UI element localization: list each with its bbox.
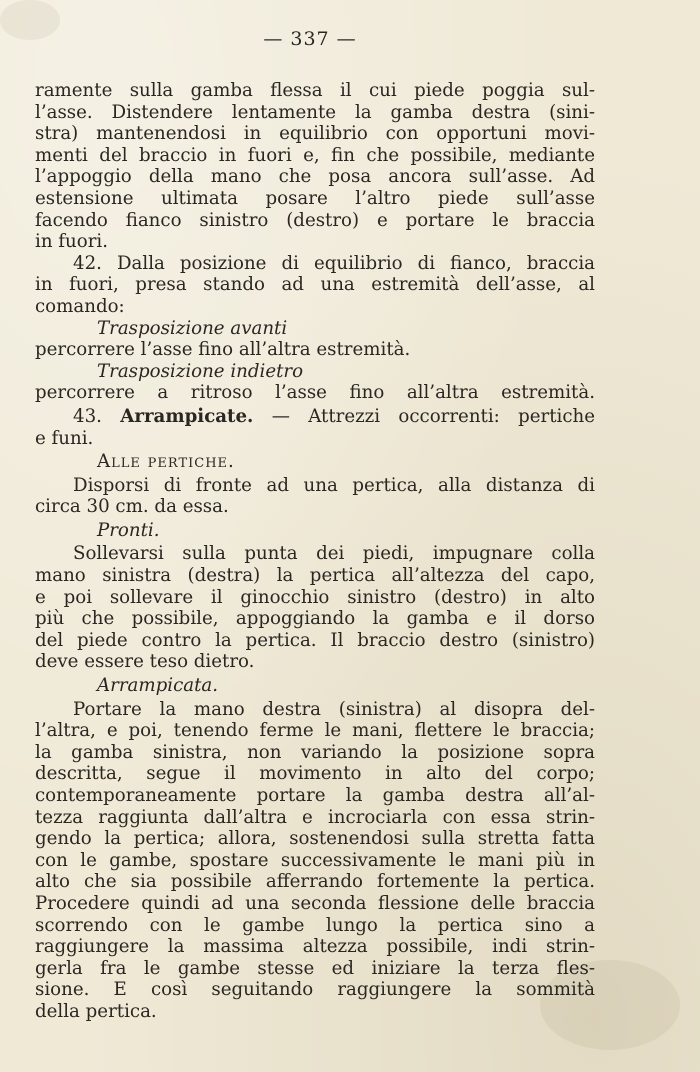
- text-line: alto che sia possibile afferrando fortemente la pertica.: [35, 871, 595, 893]
- text-line: facendo fianco sinistro (destro) e portare le braccia: [35, 209, 595, 231]
- text-line: scorrendo con le gambe lungo la pertica sino a: [35, 914, 595, 936]
- text-fragment: — Attrezzi occorrenti: pertiche: [271, 405, 595, 427]
- text-line: percorrere l’asse fino all’altra estremità.: [35, 339, 411, 361]
- section-heading-italic: Trasposizione avanti: [97, 317, 288, 339]
- text-line: gerla fra le gambe stesse ed iniziare la terza fles-: [35, 957, 595, 979]
- text-line: l’altra, e poi, tenendo ferme le mani, flettere le braccia;: [35, 720, 595, 742]
- section-number: 43.: [73, 405, 102, 427]
- text-line: stra) mantenendosi in equilibrio con opportuni movi-: [35, 123, 595, 145]
- text-line: circa 30 cm. da essa.: [35, 496, 229, 518]
- text-line: e poi sollevare il ginocchio sinistro (destro) in alto: [35, 586, 595, 608]
- text-line: del piede contro la pertica. Il braccio destro (sinistro): [35, 629, 595, 651]
- text-line: l’appoggio della mano che posa ancora sull’asse. Ad: [35, 166, 595, 188]
- text-line: estensione ultimata posare l’altro piede sull’asse: [35, 187, 595, 209]
- text-line: comando:: [35, 295, 125, 317]
- section-heading-italic: Trasposizione indietro: [97, 360, 304, 382]
- text-line: contemporaneamente portare la gamba destra all’al-: [35, 785, 595, 806]
- text-line: 42. Dalla posizione di equilibrio di fianco, braccia: [73, 252, 595, 274]
- text-line: più che possibile, appoggiando la gamba e il dorso: [35, 608, 595, 630]
- book-page: [35, 28, 595, 1023]
- text-line: percorrere a ritroso l’asse fino all’altra estremità.: [35, 382, 595, 404]
- text-line: deve essere teso dietro.: [35, 651, 255, 673]
- text-line: mano sinistra (destra) la pertica all’altezza del capo,: [35, 565, 595, 587]
- numbered-heading-line: [35, 406, 595, 428]
- text-line: la gamba sinistra, non variando la posizione sopra: [35, 741, 595, 763]
- page-body: [35, 80, 595, 1023]
- text-line: con le gambe, spostare successivamente le mani più in: [35, 849, 595, 871]
- text-line: ramente sulla gamba flessa il cui piede poggia sul-: [35, 80, 595, 101]
- text-line: l’asse. Distendere lentamente la gamba destra (sini-: [35, 101, 595, 123]
- text-line: gendo la pertica; allora, sostenendosi sulla stretta fatta: [35, 828, 595, 850]
- text-line: tezza raggiunta dall’altra e incrociarla con essa strin-: [35, 806, 595, 828]
- command-heading: Pronti.: [97, 519, 160, 541]
- subsection-heading: Alle pertiche.: [97, 451, 235, 473]
- text-line: Portare la mano destra (sinistra) al disopra del-: [73, 698, 595, 720]
- text-line: descritta, segue il movimento in alto del corpo;: [35, 763, 595, 785]
- text-line: in fuori, presa stando ad una estremità dell’asse, al: [35, 274, 595, 296]
- text-line: Procedere quindi ad una seconda flessione delle braccia: [35, 892, 595, 914]
- text-line: raggiungere la massima altezza possibile, indi strin-: [35, 936, 595, 958]
- text-line: e funi.: [35, 427, 94, 449]
- text-line: Sollevarsi sulla punta dei piedi, impugnare colla: [73, 543, 595, 565]
- text-line: in fuori.: [35, 231, 108, 253]
- text-line: Disporsi di fronte ad una pertica, alla distanza di: [73, 474, 595, 496]
- text-line: menti del braccio in fuori e, fin che possibile, mediante: [35, 144, 595, 166]
- text-line: della pertica.: [35, 1000, 157, 1022]
- text-line: sione. E così seguitando raggiungere la sommità: [35, 979, 595, 1001]
- page-number: — 337 —: [263, 28, 357, 50]
- section-title: Arrampicate.: [120, 405, 254, 427]
- command-heading: Arrampicata.: [97, 675, 219, 697]
